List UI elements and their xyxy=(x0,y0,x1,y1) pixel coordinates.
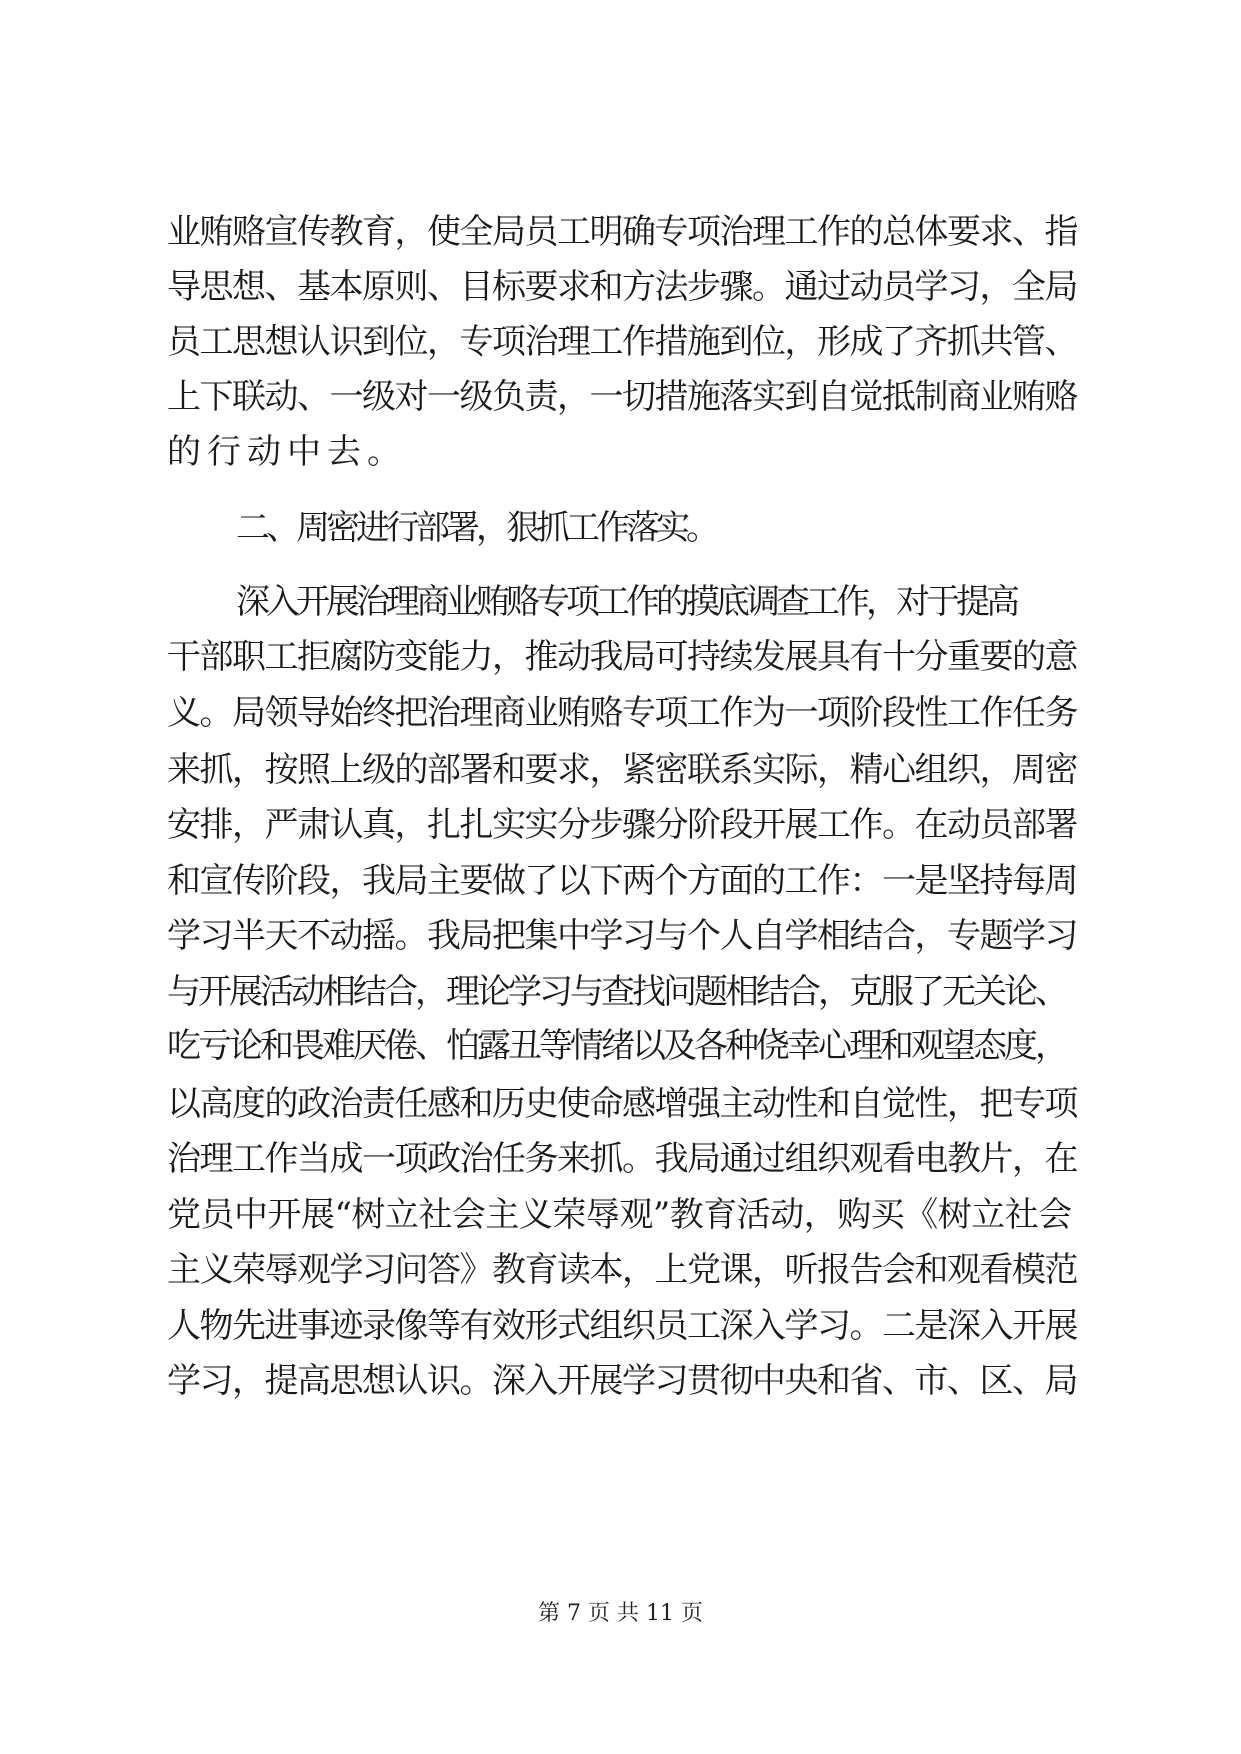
page-number-footer: 第 7 页 共 11 页 xyxy=(538,1601,703,1626)
body-text-line: 深入开展治理商业贿赂专项工作的摸底调查工作，对于提高 xyxy=(236,582,1016,622)
body-text-line: 业贿赂宣传教育，使全局员工明确专项治理工作的总体要求、指 xyxy=(167,212,1077,252)
body-text-line: 和宣传阶段，我局主要做了以下两个方面的工作：一是坚持每周 xyxy=(167,861,1077,901)
body-text-line: 员工思想认识到位，专项治理工作措施到位，形成了齐抓共管、 xyxy=(167,322,1077,362)
body-text-line: 以高度的政治责任感和历史使命感增强主动性和自觉性，把专项 xyxy=(167,1084,1077,1124)
body-text-line: 导思想、基本原则、目标要求和方法步骤。通过动员学习，全局 xyxy=(167,267,1077,307)
body-text-line: 上下联动、一级对一级负责，一切措施落实到自觉抵制商业贿赂 xyxy=(167,377,1077,417)
body-text-line: 与开展活动相结合，理论学习与查找问题相结合，克服了无关论、 xyxy=(167,972,1066,1012)
body-text-line: 人物先进事迹录像等有效形式组织员工深入学习。二是深入开展 xyxy=(167,1306,1077,1346)
body-text-line: 主义荣辱观学习问答》教育读本，上党课，听报告会和观看模范 xyxy=(167,1250,1077,1290)
body-text-line: 学习，提高思想认识。深入开展学习贯彻中央和省、市、区、局 xyxy=(167,1361,1077,1401)
body-text-line: 吃亏论和畏难厌倦、怕露丑等情绪以及各种侥幸心理和观望态度， xyxy=(167,1026,1066,1066)
section-heading: 二、周密进行部署，狠抓工作落实。 xyxy=(236,508,716,548)
body-text-line: 的行动中去。 xyxy=(167,432,407,472)
body-text-line: 党员中开展“树立社会主义荣辱观”教育活动，购买《树立社会 xyxy=(167,1195,1072,1235)
body-text-line: 安排，严肃认真，扎扎实实分步骤分阶段开展工作。在动员部署 xyxy=(167,805,1077,845)
body-text-line: 学习半天不动摇。我局把集中学习与个人自学相结合，专题学习 xyxy=(167,916,1077,956)
body-text-line: 治理工作当成一项政治任务来抓。我局通过组织观看电教片，在 xyxy=(167,1139,1077,1179)
body-text-line: 干部职工拒腐防变能力，推动我局可持续发展具有十分重要的意 xyxy=(167,637,1077,677)
body-text-line: 来抓，按照上级的部署和要求，紧密联系实际，精心组织，周密 xyxy=(167,750,1077,790)
body-text-line: 义。局领导始终把治理商业贿赂专项工作为一项阶段性工作任务 xyxy=(167,693,1077,733)
